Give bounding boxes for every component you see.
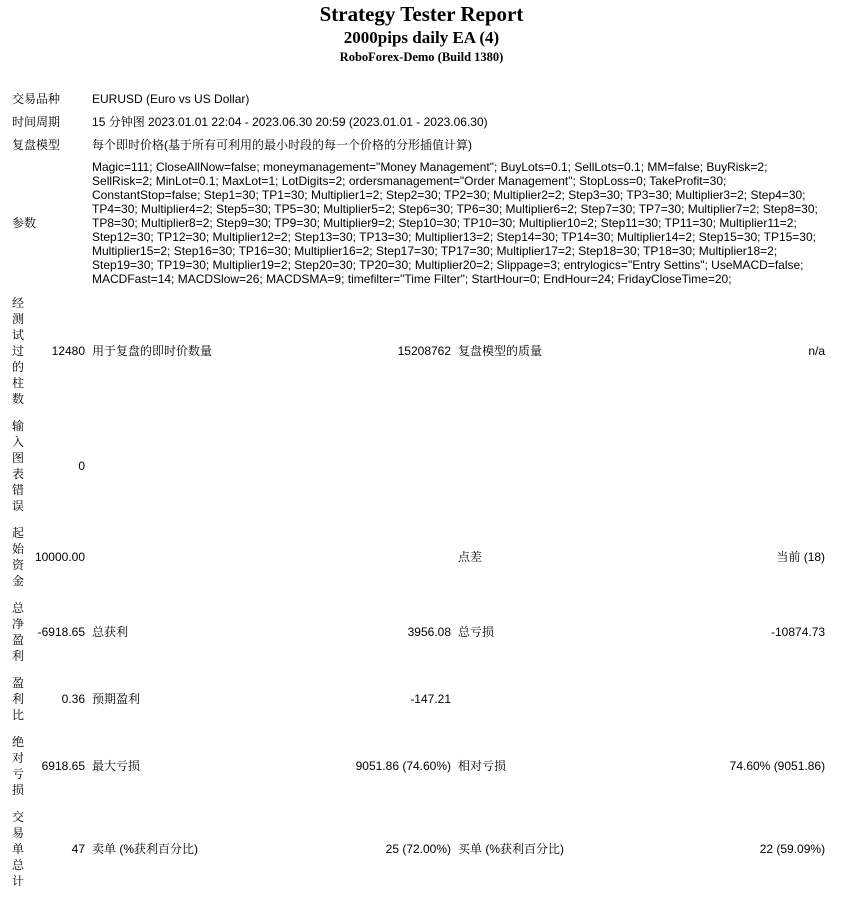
stat-label-cell: [9, 595, 29, 669]
stat-label-cell: [9, 729, 29, 803]
stat-label-cell: [9, 670, 29, 728]
stat-label: 总亏损: [458, 625, 495, 639]
stat-value: -147.21: [410, 692, 452, 706]
stat-label: [89, 520, 309, 594]
stat-value: 当前 (18): [776, 550, 826, 564]
info-value: 每个即时价格(基于所有可利用的最小时段的每一个价格的分形插值计算): [92, 138, 473, 152]
stat-label: [89, 413, 309, 519]
info-label: 复盘模型: [12, 138, 61, 152]
row-total-net-profit: [9, 595, 828, 669]
info-label: 时间周期: [12, 115, 61, 129]
stat-value: 22 (59.09%): [759, 842, 826, 856]
report-title: Strategy Tester Report: [319, 2, 524, 26]
info-value: EURUSD (Euro vs US Dollar): [92, 92, 250, 106]
stat-value: n/a: [808, 344, 826, 358]
stat-label: 交易单总计: [12, 810, 25, 888]
info-label: 参数: [12, 216, 37, 230]
stat-value: 3956.08: [407, 625, 452, 639]
results-table: [8, 87, 829, 895]
stat-value: 15208762: [397, 344, 452, 358]
stat-value: 25 (72.00%): [385, 842, 452, 856]
info-value: 15 分钟图 2023.01.01 22:04 - 2023.06.30 20:59 (2023.01.01 - 2023.06.30): [92, 115, 488, 129]
row-symbol: [9, 88, 828, 110]
stat-value: 0: [78, 459, 86, 473]
stat-value: [310, 520, 454, 594]
stat-label: 总净盈利: [12, 601, 25, 663]
stat-label: [455, 413, 605, 519]
stat-label: 总获利: [92, 625, 129, 639]
row-bars-in-test: [9, 290, 828, 412]
stat-value: [606, 413, 828, 519]
stat-label: 起始资金: [12, 526, 25, 588]
ea-name: 2000pips daily EA (4): [343, 28, 500, 47]
stat-value: 12480: [51, 344, 86, 358]
stat-label: 输入图表错误: [12, 419, 25, 513]
stat-label-cell: [9, 804, 29, 894]
row-parameters: [9, 157, 828, 289]
row-absolute-drawdown: [9, 729, 828, 803]
stat-label: 相对亏损: [458, 759, 507, 773]
stat-label: 最大亏损: [92, 759, 141, 773]
stat-label: 预期盈利: [92, 692, 141, 706]
stat-label: [455, 670, 605, 728]
stat-value: 9051.86 (74.60%): [355, 759, 452, 773]
stat-value: 10000.00: [34, 550, 86, 564]
stat-label: 点差: [458, 550, 483, 564]
row-mismatched-charts-errors: [9, 413, 828, 519]
row-total-trades: [9, 804, 828, 894]
parameters-value: Magic=111; CloseAllNow=false; moneymanagement="Money Management"; BuyLots=0.1; SellLots=0.1; MM=false; BuyRisk=2; SellRisk=2; MinLot=0.1; MaxLot=1; LotDigits=2; ordersmanagement="Order Management"; StopLoss=0; TakeProfit=30; ConstantStop=false; Step1=30; TP1=30; Multiplier1=2; Step2=30; TP2=30; Multiplier2=2; Step3=30; TP3=30; Multiplier3=2; Step4=30; TP4=30; Multiplier4=2; Step5=30; TP5=30; Multiplier5=2; Step6=30; TP6=30; Multiplier6=2; Step7=30; TP7=30; Multiplier7=2; Step8=30; TP8=30; Multiplier8=2; Step9=30; TP9=30; Multiplier9=2; Step10=30; TP10=30; Multiplier10=2; Step11=30; TP11=30; Multiplier11=2; Step12=30; TP12=30; Multiplier12=2; Step13=30; TP13=30; Multiplier13=2; Step14=30; TP14=30; Multiplier14=2; Step15=30; TP15=30; Multiplier15=2; Step16=30; TP16=30; Multiplier16=2; Step17=30; TP17=30; Multiplier17=2; Step18=30; TP18=30; Multiplier18=2; Step19=30; TP19=30; Multiplier19=2; Step20=30; TP20=30; Multiplier20=2; Slippage=3; entrylogics="Entry Settins"; UseMACD=false; MACDFast=14; MACDSlow=26; MACDSMA=9; timefilter="Time Filter"; StartHour=0; EndHour=24; FridayCloseTime=20;: [92, 160, 818, 286]
stat-value: 6918.65: [41, 759, 86, 773]
stat-value: -6918.65: [37, 625, 86, 639]
stat-label: 买单 (%获利百分比): [458, 842, 565, 856]
stat-label-cell: [9, 413, 29, 519]
stat-value: -10874.73: [771, 625, 826, 639]
stat-label: 卖单 (%获利百分比): [92, 842, 199, 856]
stat-label: 复盘模型的质量: [458, 344, 543, 358]
report-header: [8, 0, 835, 65]
stat-label-cell: [9, 520, 29, 594]
stat-label-cell: [9, 290, 29, 412]
stat-value: [606, 670, 828, 728]
row-period: [9, 111, 828, 133]
row-model: [9, 134, 828, 156]
row-profit-factor: [9, 670, 828, 728]
row-initial-deposit: [9, 520, 828, 594]
server-build: RoboForex-Demo (Build 1380): [339, 50, 504, 64]
stat-label: 经测试过的柱数: [12, 296, 25, 406]
stat-value: 0.36: [61, 692, 86, 706]
info-label: 交易品种: [12, 92, 61, 106]
stat-label: 盈利比: [12, 676, 25, 722]
stat-value: [310, 413, 454, 519]
stat-label: 用于复盘的即时价数量: [92, 344, 213, 358]
stat-value: 74.60% (9051.86): [729, 759, 826, 773]
stat-label: 绝对亏损: [12, 735, 25, 797]
stat-value: 47: [71, 842, 86, 856]
